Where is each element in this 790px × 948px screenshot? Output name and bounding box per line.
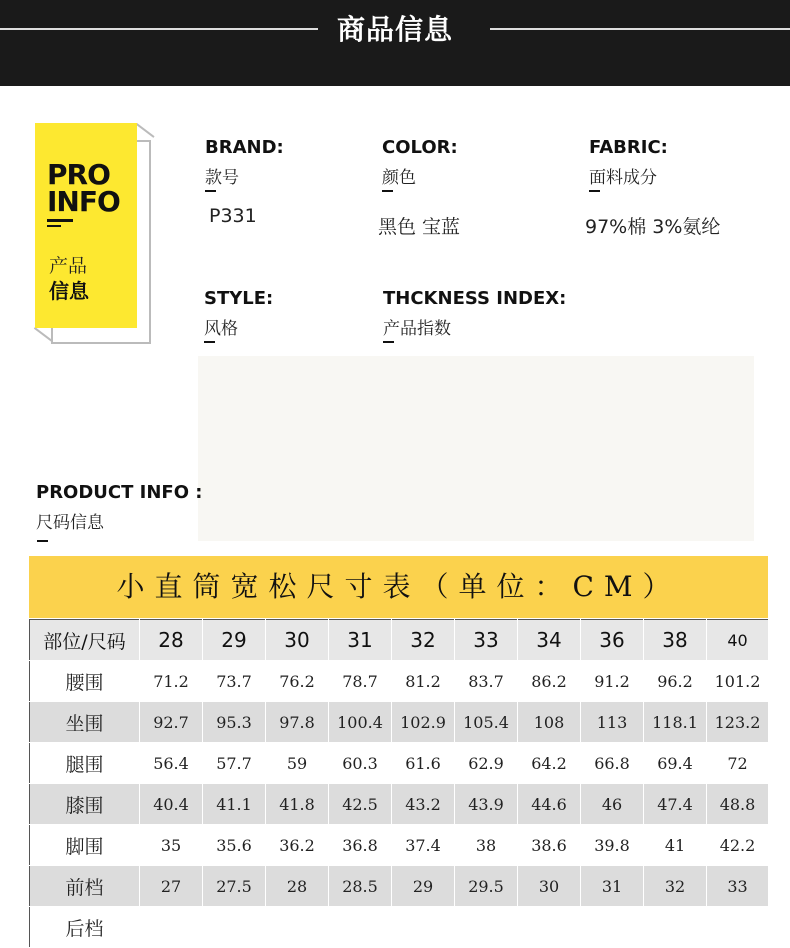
table-cell: 28.5: [329, 866, 392, 907]
table-cell: 60.3: [329, 743, 392, 784]
table-cell: 64.2: [518, 743, 581, 784]
badge-cn-line1: 产品: [49, 255, 88, 277]
table-cell: 105.4: [455, 702, 518, 743]
table-row: [30, 825, 769, 866]
table-row: [30, 907, 769, 948]
row-label: 脚围: [30, 825, 140, 866]
size-header: 36: [581, 620, 644, 661]
table-cell: [455, 907, 518, 948]
table-cell: 97.8: [266, 702, 329, 743]
badge-cn-line2: 信息: [49, 279, 89, 303]
table-cell: 71.2: [140, 661, 203, 702]
row-label: 腿围: [30, 743, 140, 784]
product-info-label: PRODUCT INFO :: [36, 482, 203, 503]
thickness-dash: [383, 341, 394, 343]
badge-title-line2: INFO: [47, 185, 120, 218]
table-cell: [707, 907, 769, 948]
table-row: [30, 702, 769, 743]
size-header: 34: [518, 620, 581, 661]
table-cell: 123.2: [707, 702, 769, 743]
table-row: [30, 743, 769, 784]
table-cell: 95.3: [203, 702, 266, 743]
size-header: 40: [707, 620, 769, 661]
table-cell: 31: [581, 866, 644, 907]
size-header: 31: [329, 620, 392, 661]
color-label-cn: 颜色: [382, 168, 416, 188]
table-cell: [392, 907, 455, 948]
style-dash: [204, 341, 215, 343]
thickness-label: THCKNESS INDEX:: [383, 288, 567, 309]
table-cell: 108: [518, 702, 581, 743]
table-cell: [140, 907, 203, 948]
table-row: [30, 661, 769, 702]
table-cell: 38: [455, 825, 518, 866]
table-cell: 29: [392, 866, 455, 907]
table-cell: 29.5: [455, 866, 518, 907]
table-row: [30, 866, 769, 907]
table-cell: [518, 907, 581, 948]
table-cell: 100.4: [329, 702, 392, 743]
table-cell: 27: [140, 866, 203, 907]
product-info-dash: [37, 540, 48, 542]
section-title: 商品信息: [336, 13, 453, 46]
table-cell: 40.4: [140, 784, 203, 825]
table-row: [30, 784, 769, 825]
row-label: 后档: [30, 907, 140, 948]
section-header: [0, 0, 790, 86]
size-header: 29: [203, 620, 266, 661]
size-header: 30: [266, 620, 329, 661]
table-cell: 118.1: [644, 702, 707, 743]
table-cell: 56.4: [140, 743, 203, 784]
badge-frame-edge: [136, 123, 155, 138]
table-cell: 42.5: [329, 784, 392, 825]
table-cell: 61.6: [392, 743, 455, 784]
product-info-label-cn: 尺码信息: [36, 513, 104, 533]
table-cell: [644, 907, 707, 948]
table-cell: [203, 907, 266, 948]
table-cell: [581, 907, 644, 948]
table-cell: 37.4: [392, 825, 455, 866]
table-cell: 113: [581, 702, 644, 743]
brand-dash: [205, 190, 216, 192]
table-cell: 96.2: [644, 661, 707, 702]
brand-value: P331: [209, 205, 257, 227]
color-label: COLOR:: [382, 137, 458, 158]
table-cell: 41.8: [266, 784, 329, 825]
table-cell: 44.6: [518, 784, 581, 825]
size-header: 33: [455, 620, 518, 661]
brand-label: BRAND:: [205, 137, 284, 158]
size-table-title: 小直筒宽松尺寸表（单位：CM）: [29, 556, 768, 618]
table-cell: [329, 907, 392, 948]
table-cell: 41.1: [203, 784, 266, 825]
corner-cell: 部位/尺码: [30, 620, 140, 661]
size-table-header: [30, 620, 769, 661]
table-cell: 69.4: [644, 743, 707, 784]
table-cell: 66.8: [581, 743, 644, 784]
size-table: [29, 619, 769, 948]
badge-frame-edge: [34, 327, 53, 342]
table-cell: 72: [707, 743, 769, 784]
badge-dash: [47, 225, 61, 227]
product-image-area: [198, 356, 754, 541]
table-cell: 57.7: [203, 743, 266, 784]
table-cell: 43.2: [392, 784, 455, 825]
fabric-dash: [589, 190, 600, 192]
fabric-label: FABRIC:: [589, 137, 668, 158]
row-label: 坐围: [30, 702, 140, 743]
table-cell: 35: [140, 825, 203, 866]
table-cell: 48.8: [707, 784, 769, 825]
badge-title: [47, 158, 120, 218]
table-cell: 91.2: [581, 661, 644, 702]
badge-title-line1: PRO: [47, 158, 110, 191]
row-label: 腰围: [30, 661, 140, 702]
table-cell: 43.9: [455, 784, 518, 825]
style-label: STYLE:: [204, 288, 274, 309]
table-cell: 76.2: [266, 661, 329, 702]
table-cell: 78.7: [329, 661, 392, 702]
table-cell: [266, 907, 329, 948]
table-cell: 32: [644, 866, 707, 907]
table-cell: 101.2: [707, 661, 769, 702]
table-cell: 73.7: [203, 661, 266, 702]
table-cell: 59: [266, 743, 329, 784]
table-cell: 83.7: [455, 661, 518, 702]
fabric-label-cn: 面料成分: [589, 168, 657, 188]
size-header: 28: [140, 620, 203, 661]
table-cell: 30: [518, 866, 581, 907]
table-cell: 39.8: [581, 825, 644, 866]
table-cell: 102.9: [392, 702, 455, 743]
row-label: 膝围: [30, 784, 140, 825]
thickness-label-cn: 产品指数: [383, 319, 451, 339]
color-dash: [382, 190, 393, 192]
brand-label-cn: 款号: [205, 168, 239, 188]
table-cell: 92.7: [140, 702, 203, 743]
table-cell: 36.2: [266, 825, 329, 866]
table-cell: 47.4: [644, 784, 707, 825]
color-value: 黑色 宝蓝: [378, 216, 461, 238]
table-cell: 81.2: [392, 661, 455, 702]
table-cell: 41: [644, 825, 707, 866]
size-header: 32: [392, 620, 455, 661]
table-cell: 27.5: [203, 866, 266, 907]
row-label: 前档: [30, 866, 140, 907]
table-cell: 36.8: [329, 825, 392, 866]
badge-dash: [47, 219, 73, 222]
table-cell: 42.2: [707, 825, 769, 866]
pro-info-badge: [35, 123, 137, 328]
table-cell: 38.6: [518, 825, 581, 866]
table-cell: 62.9: [455, 743, 518, 784]
style-label-cn: 风格: [204, 319, 238, 339]
table-cell: 86.2: [518, 661, 581, 702]
fabric-value: 97%棉 3%氨纶: [585, 216, 721, 238]
table-cell: 46: [581, 784, 644, 825]
table-cell: 33: [707, 866, 769, 907]
table-cell: 35.6: [203, 825, 266, 866]
size-header: 38: [644, 620, 707, 661]
table-cell: 28: [266, 866, 329, 907]
